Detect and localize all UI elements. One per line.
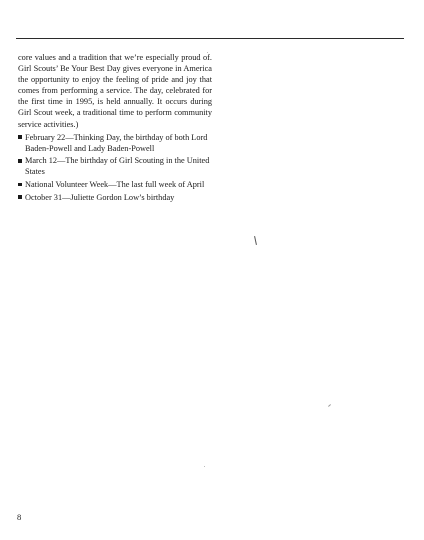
list-item xyxy=(18,155,212,177)
square-bullet-icon xyxy=(18,195,22,199)
date-list xyxy=(18,132,212,203)
list-item xyxy=(18,132,212,154)
header-rule xyxy=(16,38,404,39)
list-item xyxy=(18,179,212,190)
square-bullet-icon xyxy=(18,159,22,163)
scan-speck xyxy=(254,236,257,245)
square-bullet-icon xyxy=(18,135,22,139)
list-item xyxy=(18,192,212,203)
list-item-text: October 31—Juliette Gordon Low’s birthday xyxy=(25,192,175,202)
scan-speck xyxy=(204,466,205,467)
scan-speck xyxy=(328,404,331,407)
page-number: 8 xyxy=(17,512,22,522)
scan-speck xyxy=(207,52,208,53)
list-item-text: National Volunteer Week—The last full week of April xyxy=(25,180,205,190)
text-column xyxy=(18,52,212,204)
list-item-text: March 12—The birthday of Girl Scouting in the United States xyxy=(25,156,210,177)
list-item-text: February 22—Thinking Day, the birthday of both Lord Baden-Powell and Lady Baden-Powell xyxy=(25,132,208,153)
square-bullet-icon xyxy=(18,183,22,187)
body-paragraph: core values and a tradition that we’re especially proud of. Girl Scouts’ Be Your Best Day gives everyone in America the opportunity to enjoy the feeling of pride and joy that comes from performing a service. The day, celebrated for the first time in 1995, is held annually. It occurs during Girl Scout week, a traditional time to perform community service activities.) xyxy=(18,53,212,129)
